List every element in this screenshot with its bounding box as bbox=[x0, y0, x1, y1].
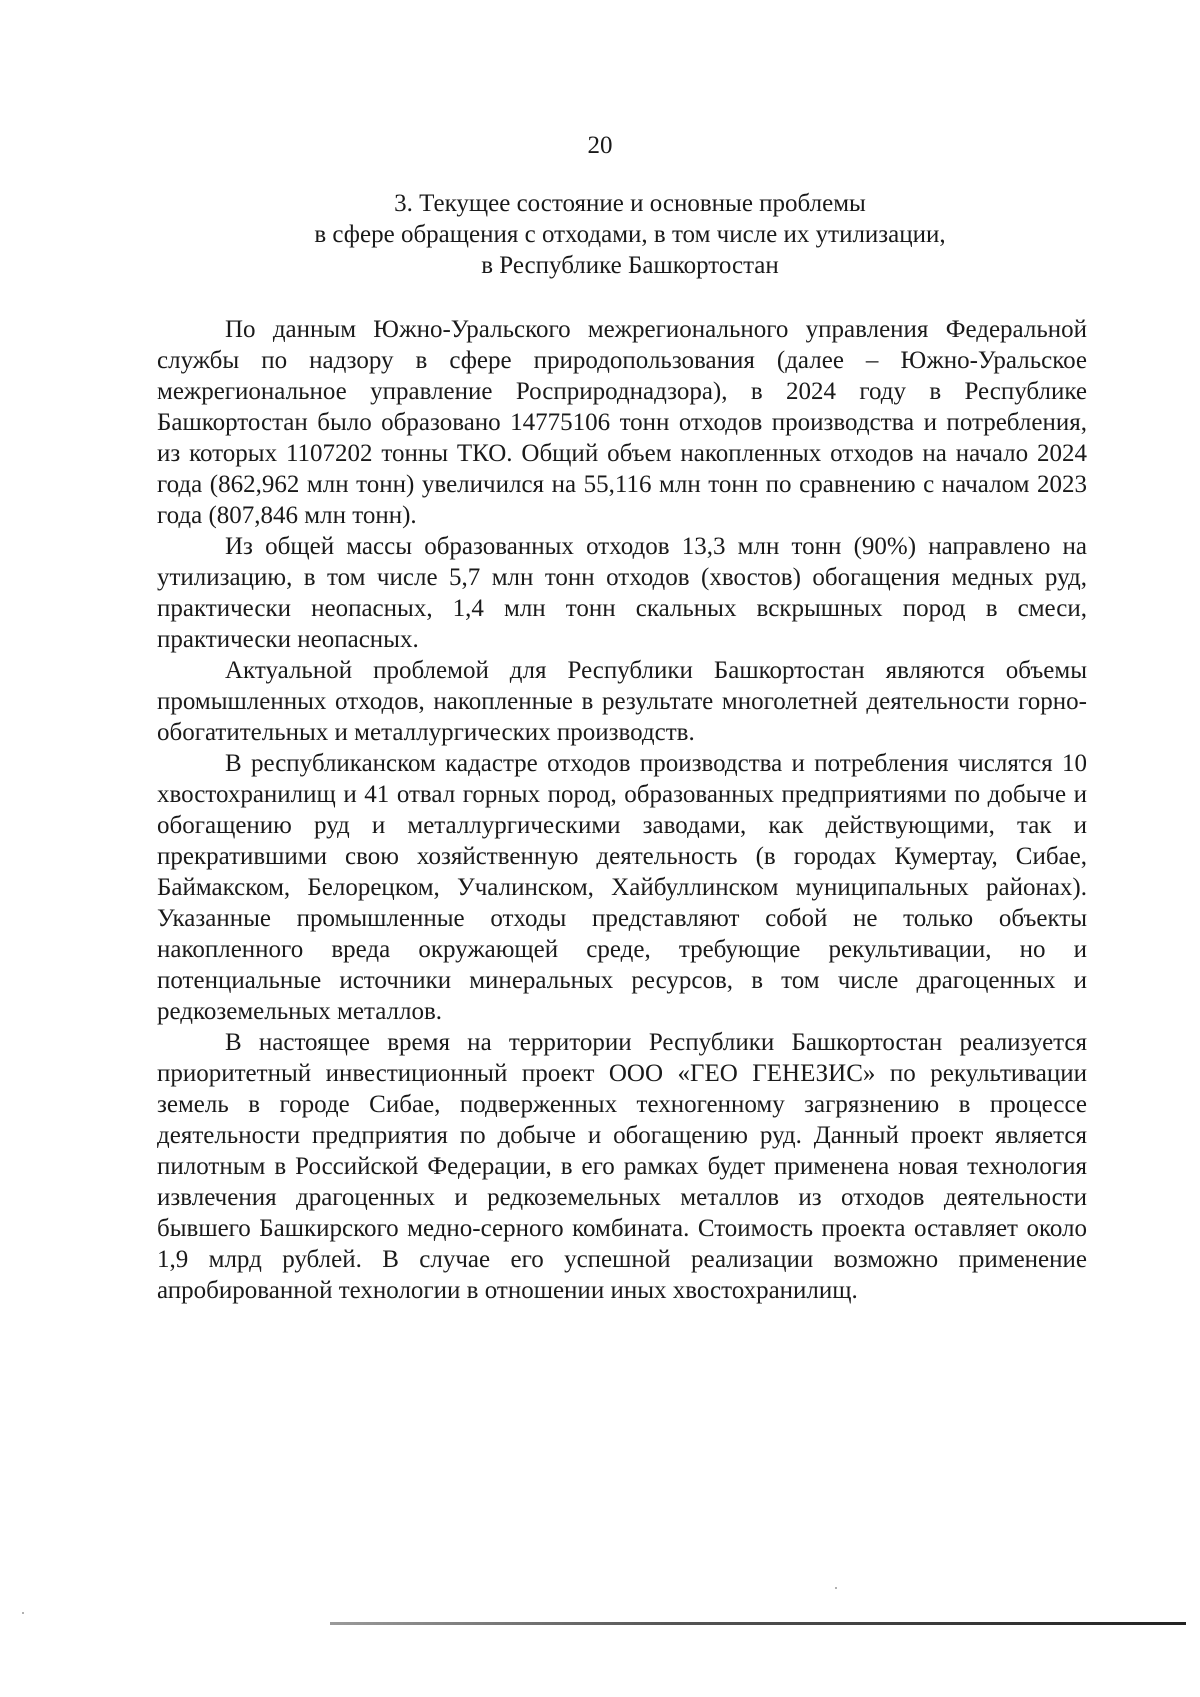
section-title-line: 3. Текущее состояние и основные проблемы bbox=[394, 190, 866, 217]
section-title-line: в сфере обращения с отходами, в том числе их утилизации, bbox=[314, 221, 946, 248]
section-title bbox=[150, 188, 1110, 281]
paragraph: В настоящее время на территории Республики Башкортостан реализуется приоритетный инвестиционный проект ООО «ГЕО ГЕНЕЗИС» по рекультивации земель в городе Сибае, подверженных техногенному загрязнению в процессе деятельности предприятия по добыче и обогащению руд. Данный проект является пилотным в Российской Федерации, в его рамках будет применена новая технология извлечения драгоценных и редкоземельных металлов из отходов деятельности бывшего Башкирского медно-серного комбината. Стоимость проекта оставляет около 1,9 млрд рублей. В случае его успешной реализации возможно применение апробированной технологии в отношении иных хвостохранилищ. bbox=[157, 1029, 1087, 1304]
bottom-rule bbox=[330, 1622, 1186, 1625]
scan-speck bbox=[835, 1587, 837, 1589]
paragraph: По данным Южно-Уральского межрегионального управления Федеральной службы по надзору в сфере природопользования (далее – Южно-Уральское межрегиональное управление Росприроднадзора), в 2024 году в Республике Башкортостан было образовано 14775106 тонн отходов производства и потребления, из которых 1107202 тонны ТКО. Общий объем накопленных отходов на начало 2024 года (862,962 млн тонн) увеличился на 55,116 млн тонн по сравнению с началом 2023 года (807,846 млн тонн). bbox=[157, 316, 1087, 529]
paragraph: Актуальной проблемой для Республики Башкортостан являются объемы промышленных отходов, накопленные в результате многолетней деятельности горно-обогатительных и металлургических производств. bbox=[157, 657, 1087, 746]
paragraph: В республиканском кадастре отходов производства и потребления числятся 10 хвостохранилищ и 41 отвал горных пород, образованных предприятиями по добыче и обогащению руд и металлургическими заводами, как действующими, так и прекратившими свою хозяйственную деятельность (в городах Кумертау, Сибае, Баймакском, Белорецком, Учалинском, Хайбуллинском муниципальных районах). Указанные промышленные отходы представляют собой не только объекты накопленного вреда окружающей среде, требующие рекультивации, но и потенциальные источники минеральных ресурсов, в том числе драгоценных и редкоземельных металлов. bbox=[157, 750, 1087, 1025]
paragraph: Из общей массы образованных отходов 13,3 млн тонн (90%) направлено на утилизацию, в том числе 5,7 млн тонн отходов (хвостов) обогащения медных руд, практически неопасных, 1,4 млн тонн скальных вскрышных пород в смеси, практически неопасных. bbox=[157, 533, 1087, 653]
page-number: 20 bbox=[587, 132, 613, 159]
body-text bbox=[157, 314, 1087, 1306]
scan-speck bbox=[22, 1612, 24, 1614]
section-title-line: в Республике Башкортостан bbox=[481, 252, 779, 279]
